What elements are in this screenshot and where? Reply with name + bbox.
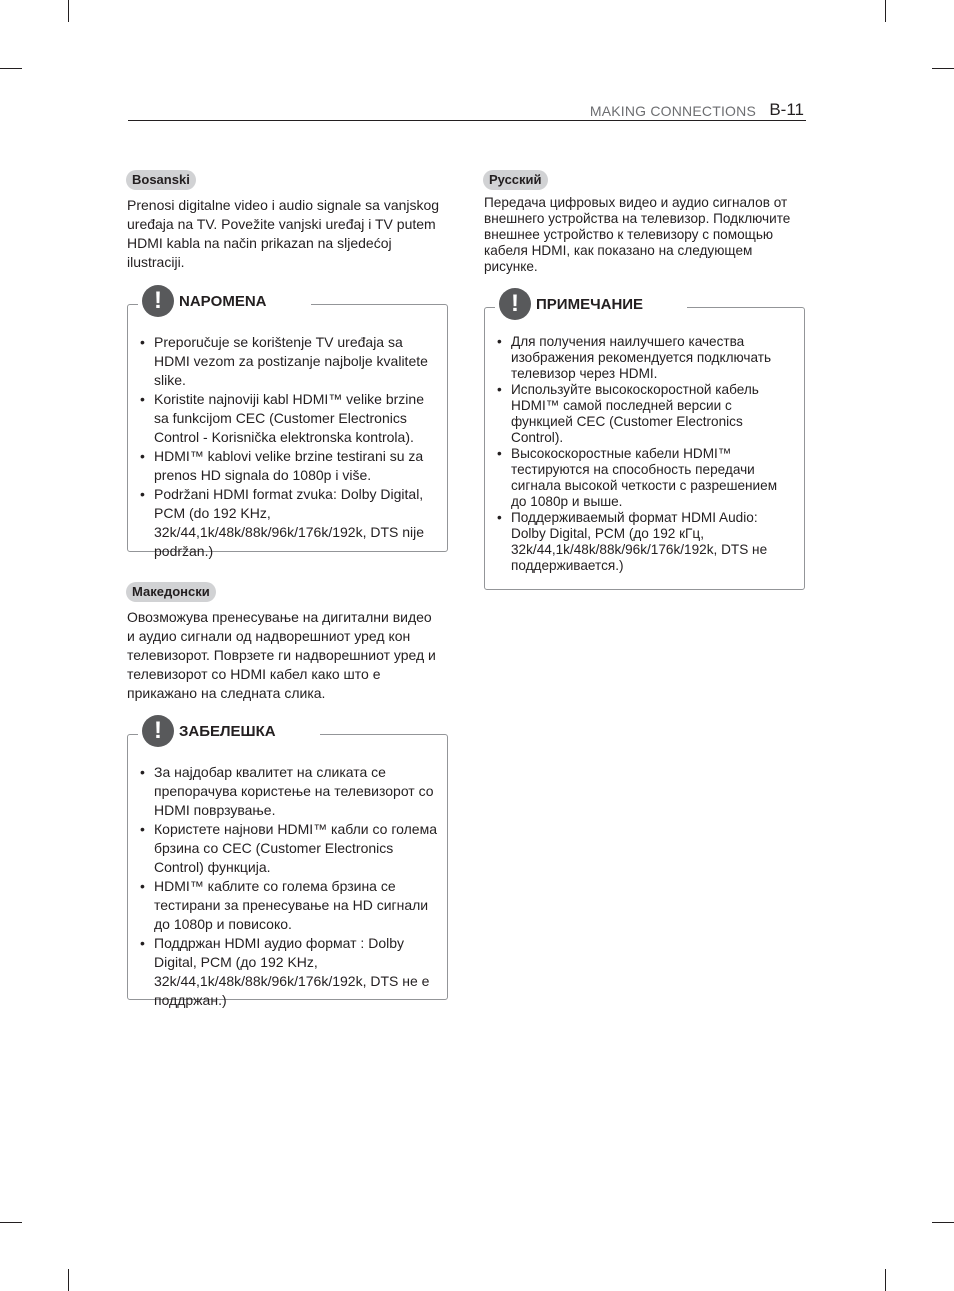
note-header (138, 283, 311, 319)
intro-text-russkiy: Передача цифровых видео и аудио сигналов от внешнего устройства на телевизор. Подключите внешнее устройство к телевизору с помощью кабеля HDMI, как показано на следующем рисунке. (484, 195, 791, 274)
note-title: ЗАБЕЛЕШКА (179, 722, 276, 740)
note-title: NAPOMENA (179, 292, 267, 310)
crop-mark (932, 1222, 954, 1223)
crop-mark (885, 1269, 886, 1291)
intro-text-makedonski: Овозможува пренесување на дигитални видео и аудио сигнали од надворешниот уред кон телевизорот. Поврзете ги надворешниот уред и телевизорот со HDMI кабел како што е прикажано на следната слика. (127, 609, 436, 701)
crop-mark (0, 1222, 22, 1223)
exclamation-icon: ! (142, 715, 174, 747)
note-header (495, 286, 687, 322)
crop-mark (885, 0, 886, 22)
note-item: • HDMI™ kablovi velike brzine testirani su za prenos HD signala do 1080p i više. (140, 447, 437, 485)
section-title: MAKING CONNECTIONS (589, 103, 756, 119)
language-label-bosanski: Bosanski (126, 170, 196, 190)
note-list (140, 333, 437, 561)
crop-mark (0, 68, 22, 69)
note-box-bosanski (127, 287, 448, 559)
note-item: • Preporučuje se korištenje TV uređaja sa HDMI vezom za postizanje najbolje kvalitete slike. (140, 333, 437, 390)
note-title: ПРИМЕЧАНИЕ (536, 295, 644, 313)
crop-mark (68, 1269, 69, 1291)
note-list (497, 334, 794, 574)
note-item: • Koristite najnoviji kabl HDMI™ velike brzine sa funkcijom CEC (Customer Electronics Control - Korisnička elektronska kontrola). (140, 390, 437, 447)
language-label-makedonski: Македонски (126, 582, 216, 602)
note-box-makedonski (127, 717, 448, 1008)
note-item: • Користете најнови HDMI™ кабли со голема брзина со CEC (Customer Electronics Control) функција. (140, 820, 437, 877)
exclamation-icon: ! (142, 285, 174, 317)
note-header (138, 713, 320, 749)
note-item: • Поддерживаемый формат HDMI Audio: Dolby Digital, PCM (до 192 кГц, 32k/44,1k/48k/88k/96k/176k/192k, DTS не поддерживается.) (497, 510, 794, 574)
note-item: • За најдобар квалитет на сликата се препорачува користење на телевизорот со HDMI поврзување. (140, 763, 437, 820)
exclamation-icon: ! (499, 288, 531, 320)
language-label-russkiy: Русский (483, 170, 548, 190)
note-item: • HDMI™ каблите со голема брзина се тестирани за пренесување на HD сигнали до 1080p и повисоко. (140, 877, 437, 934)
page-number: B-11 (769, 100, 804, 119)
note-item: • Высокоскоростные кабели HDMI™ тестируются на способность передачи сигнала высокой четкости с разрешением до 1080p и выше. (497, 446, 794, 510)
header-rule (128, 120, 806, 121)
crop-mark (932, 68, 954, 69)
note-list (140, 763, 437, 1010)
note-item: • Podržani HDMI format zvuka: Dolby Digital, PCM (do 192 KHz, 32k/44,1k/48k/88k/96k/176k/192k, DTS nije podržan.) (140, 485, 437, 561)
note-item: • Используйте высокоскоростной кабель HDMI™ самой последней версии с функцией CEC (Customer Electronics Control). (497, 382, 794, 446)
note-box-russkiy (484, 290, 805, 590)
note-item: • Поддржан HDMI аудио формат : Dolby Digital, PCM (до 192 KHz, 32k/44,1k/48k/88k/96k/176k/192k, DTS не е поддржан.) (140, 934, 437, 1010)
note-item: • Для получения наилучшего качества изображения рекомендуется подключать телевизор через HDMI. (497, 334, 794, 382)
crop-mark (68, 0, 69, 22)
intro-text-bosanski: Prenosi digitalne video i audio signale sa vanjskog uređaja na TV. Povežite vanjski uređaj i TV putem HDMI kabla na način prikazan na sljedećoj ilustraciji. (127, 197, 440, 270)
